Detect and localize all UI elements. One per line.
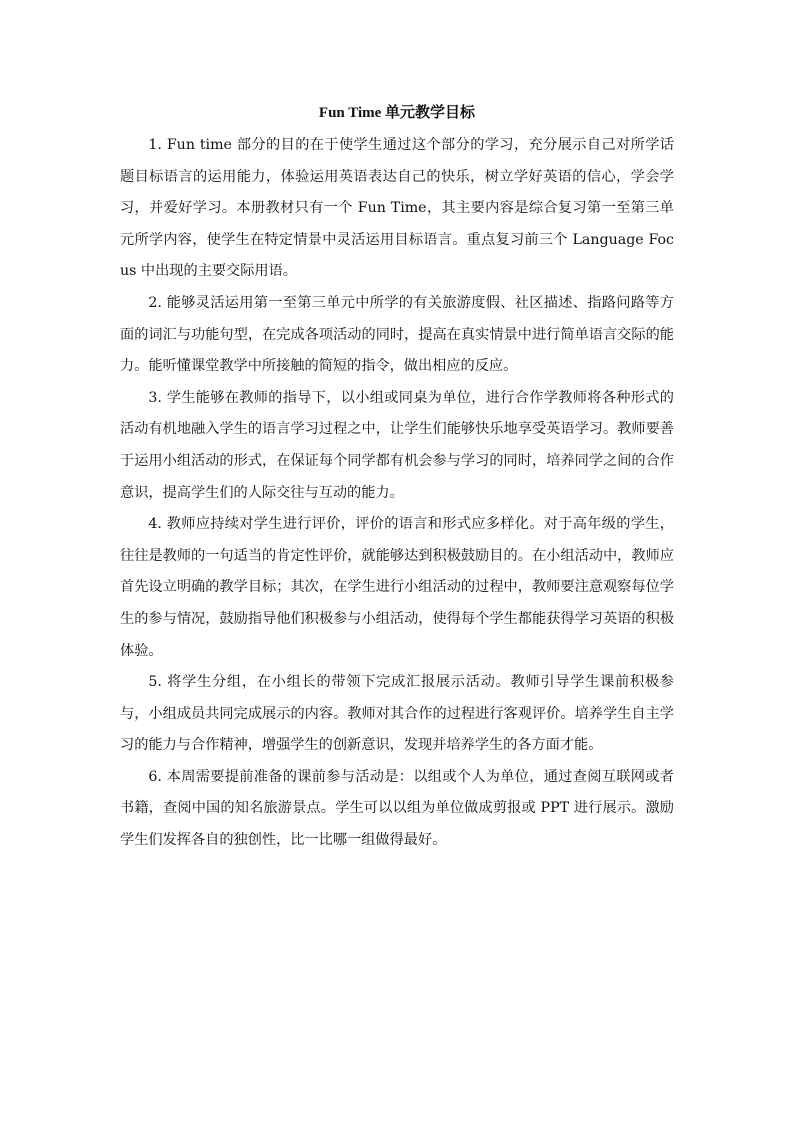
paragraph-6: 6. 本周需要提前准备的课前参与活动是：以组或个人为单位，通过查阅互联网或者书籍，查阅中国的知名旅游景点。学生可以以组为单位做成剪报或 PPT 进行展示。激励学生们发挥各自的独创性，比一比哪一组做得最好。 bbox=[120, 768, 674, 849]
paragraph-1: 1. Fun time 部分的目的在于使学生通过这个部分的学习，充分展示自己对所学话题目标语言的运用能力，体验运用英语表达自己的快乐，树立学好英语的信心，学会学习，并爱好学习。本册教材只有一个 Fun Time，其主要内容是综合复习第一至第三单元所学内容，使学生在特定情景中灵活运用目标语言。重点复习前三个 Language Focus 中出现的主要交际用语。 bbox=[120, 137, 674, 280]
document-page bbox=[120, 98, 674, 857]
paragraph-4: 4. 教师应持续对学生进行评价，评价的语言和形式应多样化。对于高年级的学生，往往是教师的一句适当的肯定性评价，就能够达到积极鼓励目的。在小组活动中，教师应首先设立明确的教学目标；其次，在学生进行小组活动的过程中，教师要注意观察每位学生的参与情况，鼓励指导他们积极参与小组活动，使得每个学生都能获得学习英语的积极体验。 bbox=[120, 516, 674, 659]
document-title: Fun Time 单元教学目标 bbox=[318, 105, 476, 121]
paragraph-3: 3. 学生能够在教师的指导下，以小组或同桌为单位，进行合作学教师将各种形式的活动有机地融入学生的语言学习过程之中，让学生们能够快乐地享受英语学习。教师要善于运用小组活动的形式，在保证每个同学都有机会参与学习的同时，培养同学之间的合作意识，提高学生们的人际交往与互动的能力。 bbox=[120, 389, 674, 501]
paragraph-2: 2. 能够灵活运用第一至第三单元中所学的有关旅游度假、社区描述、指路问路等方面的词汇与功能句型，在完成各项活动的同时，提高在真实情景中进行简单语言交际的能力。能听懂课堂教学中所接触的简短的指令，做出相应的反应。 bbox=[120, 294, 674, 375]
paragraph-5: 5. 将学生分组，在小组长的带领下完成汇报展示活动。教师引导学生课前积极参与，小组成员共同完成展示的内容。教师对其合作的过程进行客观评价。培养学生自主学习的能力与合作精神，增强学生的创新意识，发现并培养学生的各方面才能。 bbox=[120, 674, 674, 754]
